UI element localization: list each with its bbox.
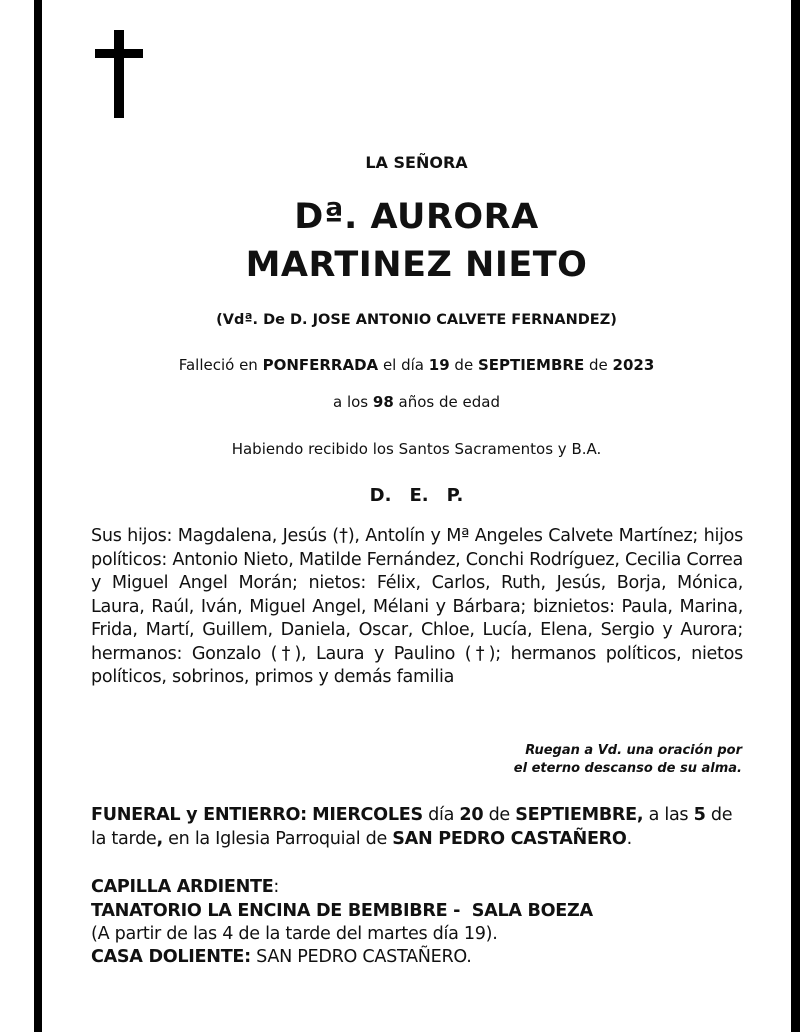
prayer-line2: el eterno descanso de su alma. xyxy=(513,761,742,776)
prayer-line1: Ruegan a Vd. una oración por xyxy=(525,743,742,758)
chapel-value: TANATORIO LA ENCINA DE BEMBIBRE - SALA BOEZA xyxy=(91,900,593,921)
chapel-note: (A partir de las 4 de la tarde del martes día 19). xyxy=(91,924,498,944)
funeral-location-prefix: en la Iglesia Parroquial de xyxy=(168,828,387,849)
deceased-name-line2: MARTINEZ NIETO xyxy=(245,245,588,285)
dep-d: D. xyxy=(369,485,392,506)
house-info xyxy=(91,946,751,970)
age-prefix: a los xyxy=(332,393,369,411)
death-day: 19 xyxy=(428,356,450,374)
age-value: 98 xyxy=(372,393,394,411)
cross-vertical-bar xyxy=(114,30,124,118)
death-statement xyxy=(42,356,791,374)
widow-of: (Vdª. De D. JOSE ANTONIO CALVETE FERNANDEZ) xyxy=(216,312,617,328)
funeral-comma2: , xyxy=(156,828,163,849)
death-day-label: el día xyxy=(382,356,424,374)
house-value: SAN PEDRO CASTAÑERO. xyxy=(256,947,472,967)
age-suffix: años de edad xyxy=(398,393,500,411)
cross-icon xyxy=(95,30,143,118)
right-border xyxy=(791,0,800,1032)
deceased-name-line1: Dª. AURORA xyxy=(294,197,539,237)
death-year: 2023 xyxy=(612,356,655,374)
death-place: PONFERRADA xyxy=(262,356,379,374)
funeral-end: . xyxy=(626,828,632,849)
funeral-weekday: MIERCOLES xyxy=(312,805,423,825)
house-label: CASA DOLIENTE: xyxy=(91,947,251,967)
dep-p: P. xyxy=(446,485,464,506)
funeral-time-suffix: de la tarde xyxy=(91,805,733,849)
death-month: SEPTIEMBRE xyxy=(477,356,585,374)
honorific: LA SEÑORA xyxy=(365,153,468,172)
funeral-label: FUNERAL y ENTIERRO: xyxy=(91,805,307,825)
dep-initials xyxy=(42,485,791,506)
chapel-colon: : xyxy=(273,877,280,897)
funeral-day-label: día xyxy=(428,805,455,825)
funeral-of: de xyxy=(488,805,510,825)
funeral-day: 20 xyxy=(459,805,484,825)
chapel-label: CAPILLA ARDIENTE xyxy=(91,877,274,897)
death-prefix: Falleció en xyxy=(178,356,258,374)
funeral-info xyxy=(91,804,751,851)
funeral-month: SEPTIEMBRE xyxy=(515,805,637,825)
funeral-time-prefix: a las xyxy=(648,805,689,825)
funeral-location: SAN PEDRO CASTAÑERO xyxy=(392,828,627,849)
death-of1: de xyxy=(454,356,474,374)
left-border xyxy=(34,0,42,1032)
sacraments-statement: Habiendo recibido los Santos Sacramentos y B.A. xyxy=(231,440,602,458)
cross-horizontal-bar xyxy=(95,49,143,58)
chapel-info xyxy=(91,876,751,947)
family-list: Sus hijos: Magdalena, Jesús (†), Antolín y Mª Angeles Calvete Martínez; hijos políticos: Antonio Nieto, Matilde Fernández, Conchi Rodríguez, Cecilia Correa y Miguel Angel Morán; nietos: Félix, Carlos, Ruth, Jesús, Borja, Mónica, Laura, Raúl, Iván, Miguel Angel, Mélani y Bárbara; biznietos: Paula, Marina, Frida, Martí, Guillem, Daniela, Oscar, Chloe, Lucía, Elena, Sergio y Aurora; hermanos: Gonzalo (†), Laura y Paulino (†); hermanos políticos, nietos políticos, sobrinos, primos y demás familia xyxy=(91,526,743,687)
funeral-comma1: , xyxy=(636,805,644,825)
dep-e: E. xyxy=(409,485,429,506)
death-of2: de xyxy=(589,356,608,374)
funeral-hour: 5 xyxy=(693,805,706,825)
prayer-request xyxy=(514,742,742,778)
age-statement xyxy=(42,393,791,411)
